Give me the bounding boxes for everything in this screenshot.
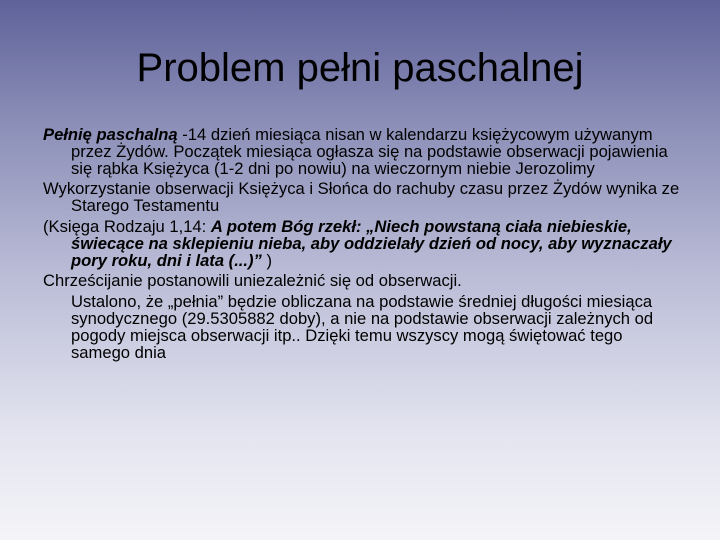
slide-title: Problem pełni paschalnej [136, 46, 584, 90]
genesis-quote: A potem Bóg rzekł: „Niech powstaną ciała niebieskie, świecące na sklepieniu nieba, aby oddzielały dzień od nocy, aby wyznaczały pory roku, dni i lata (...)” [71, 216, 672, 270]
term-pelnia-paschalna: Pełnię paschalną [43, 125, 178, 144]
definition-text: -14 dzień miesiąca nisan w kalendarzu księżycowym używanym przez Żydów. Początek miesiąca ogłasza się na podstawie obserwacji pojawienia się rąbka Księżyca (1-2 dni po nowiu) na wieczornym niebie Jerozolimy [71, 125, 668, 178]
paragraph-christian-independence: Chrześcijanie postanowili uniezależnić się od obserwacji. [43, 271, 462, 291]
slide-body [43, 127, 683, 365]
paragraph-definition [43, 127, 683, 177]
paragraph-old-testament: Wykorzystanie obserwacji Księżyca i Słońca do rachuby czasu przez Żydów wynika ze Starego Testamentu [43, 179, 680, 216]
genesis-reference: (Księga Rodzaju 1,14: [43, 216, 211, 236]
genesis-close: ) [261, 250, 272, 270]
paragraph-synodic-month: Ustalono, że „pełnia” będzie obliczana na podstawie średniej długości miesiąca synodycznego (29.5305882 doby), a nie na podstawie obserwacji zależnych od pogody miejsca obserwacji itp.. Dzięki temu wszyscy mogą świętować tego samego dnia [71, 292, 654, 362]
paragraph-genesis-quote [43, 216, 683, 270]
